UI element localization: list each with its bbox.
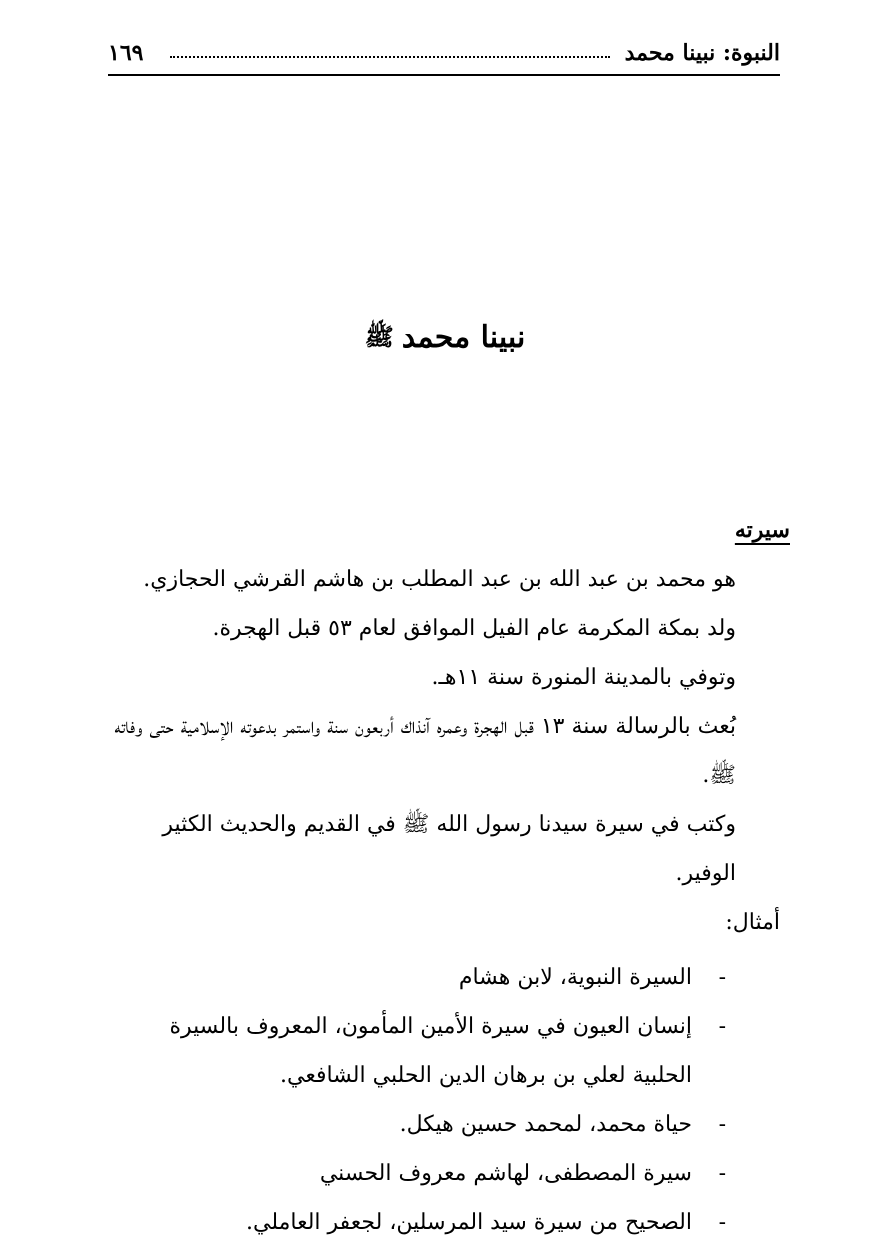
section-heading: سيرته bbox=[734, 517, 790, 543]
list-item-text: الصحيح من سيرة سيد المرسلين، لجعفر العاملي. bbox=[246, 1210, 692, 1235]
page-header bbox=[108, 36, 780, 76]
paragraph: وكتب في سيرة سيدنا رسول الله ﷺ في القديم والحديث الكثير الوفير. bbox=[162, 812, 736, 886]
list-item-text: سيرة المصطفى، لهاشم معروف الحسني bbox=[319, 1161, 692, 1186]
chapter-title-text: نبينا محمد bbox=[401, 320, 526, 355]
page-number: ١٦٩ bbox=[108, 40, 144, 66]
paragraph: ولد بمكة المكرمة عام الفيل الموافق لعام ٥٣ قبل الهجرة. bbox=[212, 616, 736, 641]
list-item-text: إنسان العيون في سيرة الأمين المأمون، المعروف بالسيرة الحلبية لعلي بن برهان الدين الحلبي الشافعي. bbox=[169, 1014, 692, 1088]
chapter-title bbox=[0, 320, 890, 357]
body-text bbox=[108, 506, 790, 1247]
list-item bbox=[108, 1149, 780, 1198]
list-item bbox=[108, 1002, 780, 1100]
list-item bbox=[108, 1198, 780, 1247]
running-title: النبوة: نبينا محمد bbox=[624, 40, 780, 66]
paragraph: هو محمد بن عبد الله بن عبد المطلب بن هاشم القرشي الحجازي. bbox=[143, 567, 736, 592]
leader-dots bbox=[170, 56, 610, 58]
bullet-dash: - bbox=[718, 965, 726, 990]
list-item bbox=[108, 953, 780, 1002]
examples-list bbox=[108, 953, 780, 1247]
paragraph: وتوفي بالمدينة المنورة سنة ١١هـ. bbox=[431, 665, 736, 690]
bullet-dash: - bbox=[718, 1210, 726, 1235]
list-item-text: حياة محمد، لمحمد حسين هيكل. bbox=[399, 1112, 692, 1137]
paragraph: بُعث بالرسالة سنة ١٣ قبل الهجرة وعمره آنذاك أربعون سنة واستمر بدعوته الإسلامية حتى وفاته ﷺ. bbox=[114, 714, 736, 788]
bullet-dash: - bbox=[718, 1112, 726, 1137]
examples-label: أمثال: bbox=[725, 910, 780, 935]
honorific-glyph: ﷺ bbox=[364, 321, 394, 351]
list-item bbox=[108, 1100, 780, 1149]
list-item-text: السيرة النبوية، لابن هشام bbox=[458, 965, 692, 990]
bullet-dash: - bbox=[718, 1161, 726, 1186]
bullet-dash: - bbox=[718, 1014, 726, 1039]
